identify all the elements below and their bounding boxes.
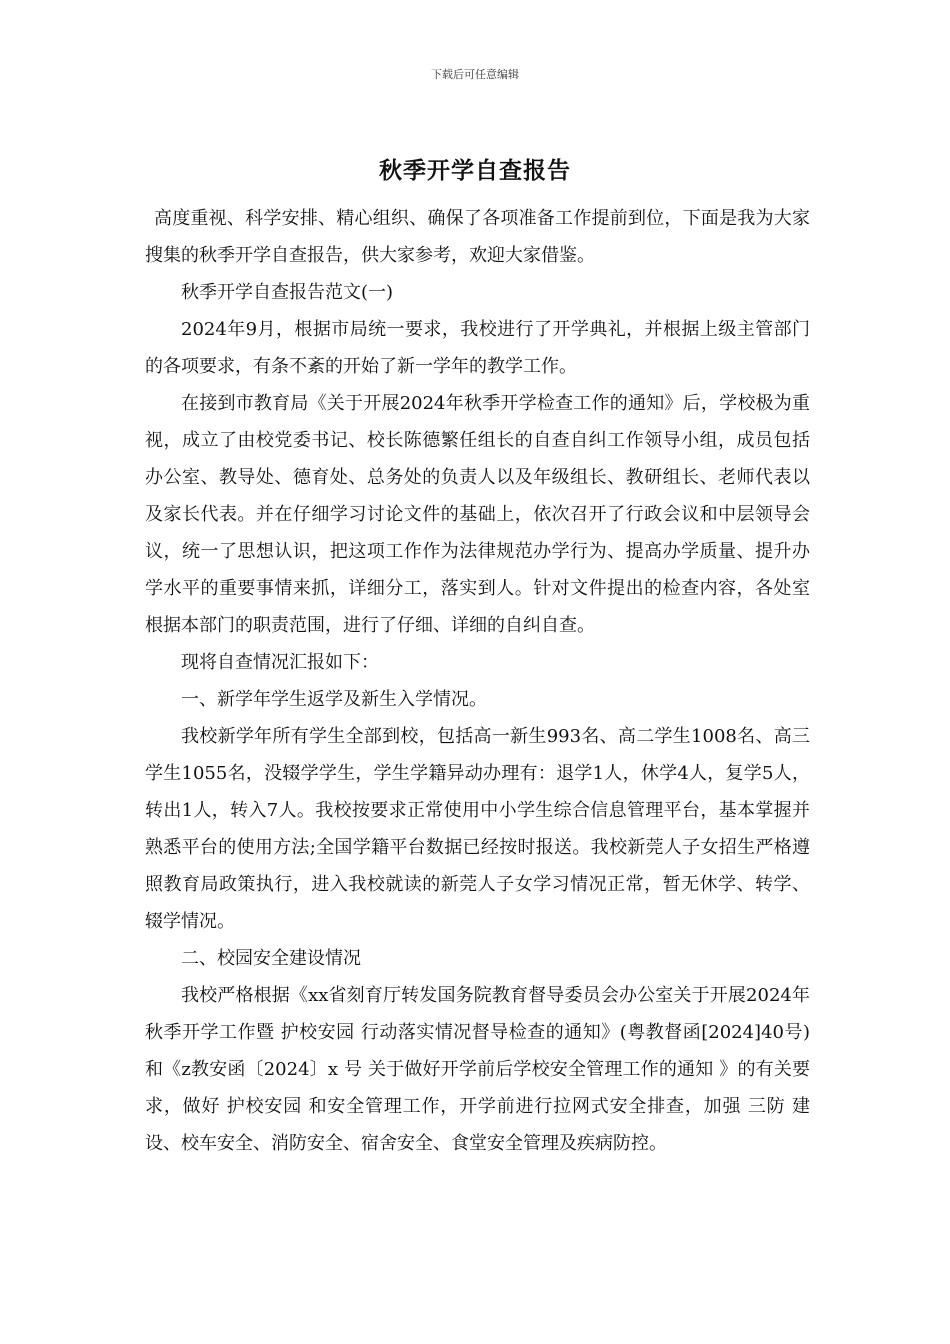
header-note: 下载后可任意编辑	[431, 68, 519, 81]
section-heading-sample-one: 秋季开学自查报告范文(一)	[181, 282, 394, 303]
section-heading-safety: 二、校园安全建设情况	[181, 948, 361, 969]
body-paragraph: 在接到市教育局《关于开展2024年秋季开学检查工作的通知》后，学校极为重视，成立了由校党委书记、校长陈德繁任组长的自查自纠工作领导小组，成员包括办公室、教导处、德育处、总务处的负责人以及年级组长、教研组长、老师代表以及家长代表。并在仔细学习讨论文件的基础上，依次召开了行政会议和中层领导会议，统一了思想认识，把这项工作作为法律规范办学行为、提高办学质量、提升办学水平的重要事情来抓，详细分工，落实到人。针对文件提出的检查内容，各处室根据本部门的职责范围，进行了仔细、详细的自纠自查。	[145, 393, 810, 636]
body-paragraph: 我校新学年所有学生全部到校，包括高一新生993名、高二学生1008名、高三学生1055名，没辍学学生，学生学籍异动办理有：退学1人，休学4人，复学5人，转出1人，转入7人。我校按要求正常使用中小学生综合信息管理平台，基本掌握并熟悉平台的使用方法;全国学籍平台数据已经按时报送。我校新莞人子女招生严格遵照教育局政策执行，进入我校就读的新莞人子女学习情况正常，暂无休学、转学、辍学情况。	[145, 726, 810, 932]
intro-paragraph: 高度重视、科学安排、精心组织、确保了各项准备工作提前到位，下面是我为大家搜集的秋季开学自查报告，供大家参考，欢迎大家借鉴。	[145, 208, 810, 266]
body-paragraph: 2024年9月，根据市局统一要求，我校进行了开学典礼，并根据上级主管部门的各项要求，有条不紊的开始了新一学年的教学工作。	[145, 319, 810, 377]
section-heading-students: 一、新学年学生返学及新生入学情况。	[181, 689, 487, 710]
document-title: 秋季开学自查报告	[379, 158, 571, 184]
document-body	[145, 200, 810, 1162]
body-paragraph: 我校严格根据《xx省刻育厅转发国务院教育督导委员会办公室关于开展2024年秋季开学工作暨 护校安园 行动落实情况督导检查的通知》(粤教督函[2024]40号)和《z教安函〔2024〕x 号 关于做好开学前后学校安全管理工作的通知 》的有关要求，做好 护校安园 和安全管理工作，开学前进行拉网式安全排查，加强 三防 建设、校车安全、消防安全、宿舍安全、食堂安全管理及疾病防控。	[145, 985, 810, 1154]
body-paragraph: 现将自查情况汇报如下：	[181, 652, 379, 673]
